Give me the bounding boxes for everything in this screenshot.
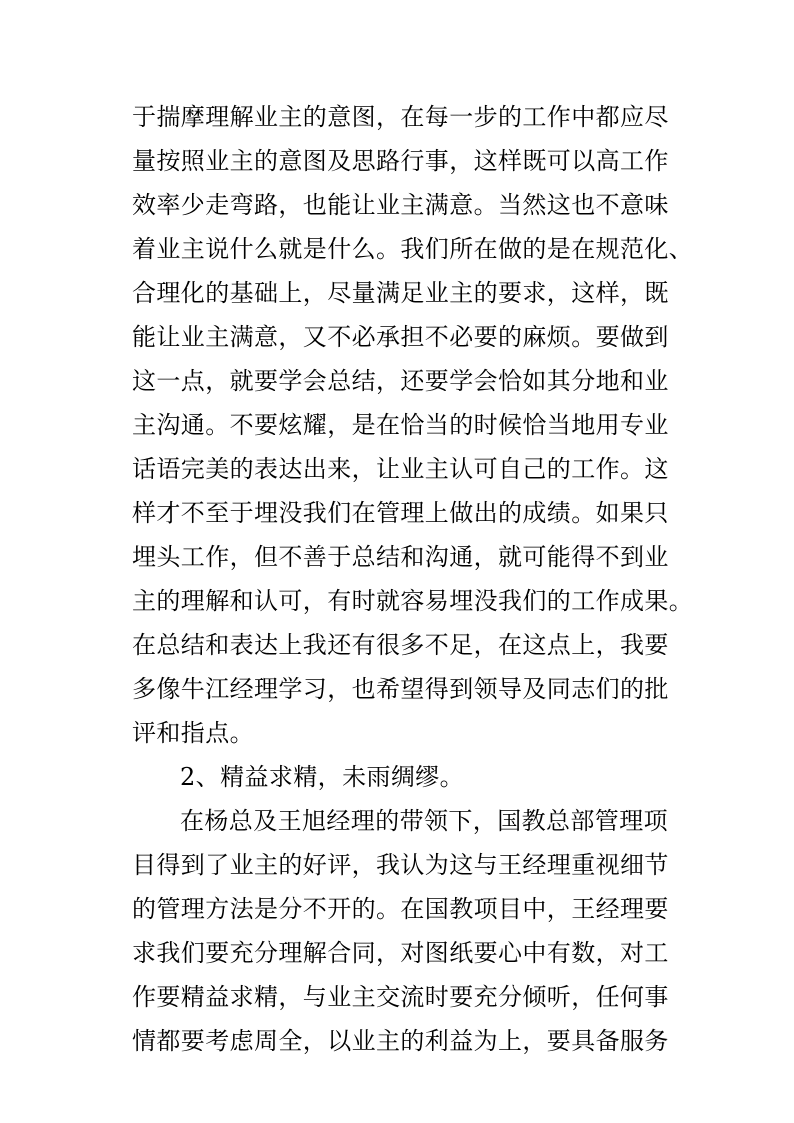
- text-line: 主沟通。不要炫耀，是在恰当的时候恰当地用专业: [132, 411, 669, 439]
- text-line: 合理化的基础上，尽量满足业主的要求，这样，既: [132, 279, 669, 307]
- text-line: 样才不至于埋没我们在管理上做出的成绩。如果只: [132, 499, 669, 527]
- text-line: 的管理方法是分不开的。在国教项目中，王经理要: [132, 895, 669, 923]
- text-line: 评和指点。: [132, 719, 254, 747]
- text-line: 量按照业主的意图及思路行事，这样既可以高工作: [132, 147, 669, 175]
- text-line: 话语完美的表达出来，让业主认可自己的工作。这: [132, 455, 669, 483]
- text-line: 作要精益求精，与业主交流时要充分倾听，任何事: [132, 983, 669, 1011]
- text-line: 情都要考虑周全，以业主的利益为上，要具备服务: [132, 1027, 669, 1055]
- text-line: 多像牛江经理学习，也希望得到领导及同志们的批: [132, 675, 669, 703]
- text-line: 效率少走弯路，也能让业主满意。当然这也不意味: [132, 191, 669, 219]
- section-heading: 2、精益求精，未雨绸缪。: [180, 763, 465, 791]
- document-body: [132, 95, 694, 1063]
- text-line: 埋头工作，但不善于总结和沟通，就可能得不到业: [132, 543, 669, 571]
- text-line: 目得到了业主的好评，我认为这与王经理重视细节: [132, 851, 669, 879]
- text-line: 在杨总及王旭经理的带领下，国教总部管理项: [180, 807, 668, 835]
- text-line: 求我们要充分理解合同，对图纸要心中有数，对工: [132, 939, 669, 967]
- text-line: 能让业主满意，又不必承担不必要的麻烦。要做到: [132, 323, 669, 351]
- text-line: 在总结和表达上我还有很多不足，在这点上，我要: [132, 631, 669, 659]
- text-line: 这一点，就要学会总结，还要学会恰如其分地和业: [132, 367, 669, 395]
- text-line: 于揣摩理解业主的意图，在每一步的工作中都应尽: [132, 103, 669, 131]
- text-line: 着业主说什么就是什么。我们所在做的是在规范化、: [132, 235, 694, 263]
- text-line: 主的理解和认可，有时就容易埋没我们的工作成果。: [132, 587, 694, 615]
